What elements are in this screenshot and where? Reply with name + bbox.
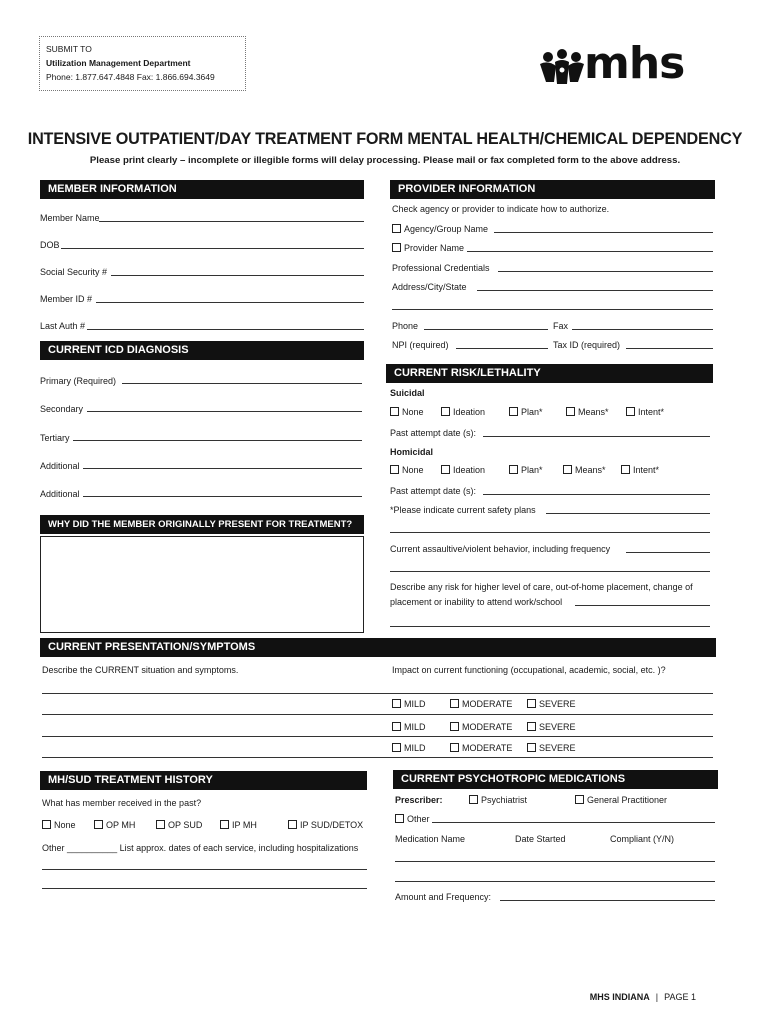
severe-label: SEVERE (539, 699, 576, 709)
option-label: IP SUD/DETOX (300, 820, 364, 830)
assaultive-field-2[interactable] (390, 571, 710, 572)
history-ip-sud[interactable] (288, 820, 363, 830)
option-label: Intent* (633, 465, 660, 475)
provider-info-header: PROVIDER INFORMATION (390, 180, 715, 199)
describe-risk-field[interactable] (575, 605, 710, 606)
fax-field[interactable] (572, 329, 713, 330)
suicidal-past-attempt-field[interactable] (483, 436, 710, 437)
form-subtitle: Please print clearly – incomplete or illegible forms will delay processing. Please mail or fax completed form to the above address. (89, 155, 681, 166)
footer-page: PAGE 1 (664, 992, 696, 1002)
provider-name-checkbox[interactable] (392, 243, 401, 252)
address-label: Address/City/State (392, 282, 467, 292)
option-label: None (402, 465, 424, 475)
suicidal-ideation[interactable] (441, 407, 485, 417)
situation-line-4[interactable] (42, 757, 713, 758)
option-label: Means* (575, 465, 606, 475)
moderate-checkbox[interactable] (450, 699, 459, 708)
severe-checkbox[interactable] (527, 699, 536, 708)
history-list-label: List approx. dates of each service, including hospitalizations (119, 843, 359, 853)
provider-name-label: Provider Name (404, 243, 465, 253)
history-other (42, 843, 358, 853)
ssn-field[interactable] (111, 275, 364, 276)
safety-plans-field-2[interactable] (390, 532, 710, 533)
footer-org: MHS INDIANA (589, 992, 650, 1002)
additional-field-2[interactable] (83, 496, 362, 497)
member-name-field[interactable] (99, 221, 364, 222)
col-medication-name: Medication Name (395, 834, 466, 844)
additional-label-2: Additional (40, 489, 80, 499)
homicidal-intent-checkbox[interactable] (621, 465, 630, 474)
dob-field[interactable] (61, 248, 364, 249)
credentials-field[interactable] (498, 271, 713, 272)
credentials-label: Professional Credentials (392, 263, 490, 273)
homicidal-plan-checkbox[interactable] (509, 465, 518, 474)
footer-separator: | (655, 992, 659, 1002)
why-textbox[interactable] (40, 536, 364, 633)
why-header: WHY DID THE MEMBER ORIGINALLY PRESENT FOR TREATMENT? (40, 515, 364, 534)
history-ip-mh-checkbox[interactable] (220, 820, 229, 829)
gp-checkbox[interactable] (575, 795, 584, 804)
tertiary-field[interactable] (73, 440, 362, 441)
history-ip-mh[interactable] (220, 820, 257, 830)
suicidal-label: Suicidal (390, 388, 425, 398)
safety-plans-label: *Please indicate current safety plans (390, 505, 536, 515)
history-ip-sud-checkbox[interactable] (288, 820, 297, 829)
describe-risk-label-1: Describe any risk for higher level of care, out-of-home placement, change of (390, 582, 693, 592)
homicidal-means[interactable] (563, 465, 606, 475)
secondary-label: Secondary (40, 404, 84, 414)
suicidal-past-attempt-label: Past attempt date (s): (390, 428, 477, 438)
severity-mild-3[interactable] (392, 743, 429, 753)
history-op-mh[interactable] (94, 820, 135, 830)
describe-situation-label: Describe the CURRENT situation and symptoms. (42, 665, 239, 675)
agency-label: Agency/Group Name (404, 224, 489, 234)
history-op-mh-checkbox[interactable] (94, 820, 103, 829)
severity-severe-3[interactable] (527, 743, 579, 753)
severity-moderate-3[interactable] (450, 743, 515, 753)
mild-label: MILD (404, 722, 426, 732)
submit-department: Utilization Management Department (46, 58, 191, 68)
prescriber-other[interactable] (395, 814, 430, 824)
severity-severe-2[interactable] (527, 722, 579, 732)
homicidal-ideation[interactable] (441, 465, 485, 475)
severity-moderate-1[interactable] (450, 699, 515, 709)
history-none[interactable] (42, 820, 76, 830)
tax-id-label: Tax ID (required) (553, 340, 621, 350)
mhs-logo-text: mhs (584, 38, 685, 89)
severe-label: SEVERE (539, 743, 576, 753)
homicidal-past-attempt-label: Past attempt date (s): (390, 486, 477, 496)
phone-label: Phone (392, 321, 419, 331)
col-date-started: Date Started (515, 834, 566, 844)
presentation-header: CURRENT PRESENTATION/SYMPTOMS (40, 638, 716, 657)
submit-contact: Phone: 1.877.647.4848 Fax: 1.866.694.3649 (46, 72, 215, 82)
med-line-2[interactable] (395, 881, 715, 882)
npi-label: NPI (required) (392, 340, 449, 350)
agency-field[interactable] (494, 232, 713, 233)
risk-header: CURRENT RISK/LETHALITY (386, 364, 713, 383)
assaultive-field[interactable] (626, 552, 710, 553)
homicidal-none[interactable] (390, 465, 424, 475)
suicidal-none-checkbox[interactable] (390, 407, 399, 416)
option-label: OP SUD (168, 820, 203, 830)
option-label: Ideation (453, 407, 486, 417)
submit-to-box (39, 36, 246, 91)
address-field[interactable] (477, 290, 713, 291)
suicidal-none[interactable] (390, 407, 424, 417)
severity-mild-2[interactable] (392, 722, 429, 732)
history-question: What has member received in the past? (42, 798, 202, 808)
prescriber-label: Prescriber: (395, 795, 443, 805)
history-header: MH/SUD TREATMENT HISTORY (40, 771, 367, 790)
option-label: None (54, 820, 76, 830)
mild-label: MILD (404, 699, 426, 709)
meds-header: CURRENT PSYCHOTROPIC MEDICATIONS (393, 770, 718, 789)
dob-label: DOB (40, 240, 60, 250)
prescriber-psychiatrist[interactable] (469, 795, 527, 805)
impact-label: Impact on current functioning (occupational, academic, social, etc. )? (392, 665, 666, 675)
severe-checkbox[interactable] (527, 743, 536, 752)
safety-plans-field[interactable] (546, 513, 710, 514)
other-label: Other (407, 814, 430, 824)
med-line-1[interactable] (395, 861, 715, 862)
member-id-label: Member ID # (40, 294, 93, 304)
suicidal-plan[interactable] (509, 407, 543, 417)
homicidal-plan[interactable] (509, 465, 543, 475)
homicidal-label: Homicidal (390, 447, 434, 457)
assaultive-label: Current assaultive/violent behavior, including frequency (390, 544, 611, 554)
moderate-checkbox[interactable] (450, 722, 459, 731)
additional-label-1: Additional (40, 461, 80, 471)
mild-checkbox[interactable] (392, 699, 401, 708)
option-label: Plan* (521, 465, 543, 475)
npi-field[interactable] (456, 348, 548, 349)
icd-header: CURRENT ICD DIAGNOSIS (40, 341, 364, 360)
form-title: INTENSIVE OUTPATIENT/DAY TREATMENT FORM MENTAL HEALTH/CHEMICAL DEPENDENCY (27, 130, 743, 148)
severity-mild-1[interactable] (392, 699, 429, 709)
homicidal-past-attempt-field[interactable] (483, 494, 710, 495)
primary-label: Primary (Required) (40, 376, 117, 386)
prescriber-gp[interactable] (575, 795, 667, 805)
suicidal-plan-checkbox[interactable] (509, 407, 518, 416)
suicidal-intent[interactable] (626, 407, 664, 417)
history-other-blank[interactable]: __________ (67, 843, 118, 853)
severe-label: SEVERE (539, 722, 576, 732)
mild-label: MILD (404, 743, 426, 753)
address-field-2[interactable] (392, 309, 713, 310)
moderate-label: MODERATE (462, 722, 513, 732)
fax-label: Fax (553, 321, 569, 331)
mild-checkbox[interactable] (392, 722, 401, 731)
option-label: Means* (578, 407, 609, 417)
ssn-label: Social Security # (40, 267, 108, 277)
situation-line-2[interactable] (42, 714, 713, 715)
suicidal-means[interactable] (566, 407, 609, 417)
moderate-label: MODERATE (462, 699, 513, 709)
situation-line-3[interactable] (42, 736, 713, 737)
homicidal-intent[interactable] (621, 465, 659, 475)
secondary-field[interactable] (87, 411, 362, 412)
phone-field[interactable] (424, 329, 548, 330)
provider-instruction: Check agency or provider to indicate how to authorize. (392, 204, 610, 214)
agency-option[interactable] (392, 224, 488, 234)
homicidal-ideation-checkbox[interactable] (441, 465, 450, 474)
submit-to-label: SUBMIT TO (46, 44, 92, 54)
tax-id-field[interactable] (626, 348, 713, 349)
history-line-1[interactable] (42, 869, 367, 870)
suicidal-means-checkbox[interactable] (566, 407, 575, 416)
suicidal-ideation-checkbox[interactable] (441, 407, 450, 416)
describe-risk-label-2: placement or inability to attend work/school (390, 597, 563, 607)
page-footer (590, 992, 696, 1002)
psychiatrist-checkbox[interactable] (469, 795, 478, 804)
prescriber-other-field[interactable] (432, 822, 715, 823)
history-line-2[interactable] (42, 888, 367, 889)
moderate-checkbox[interactable] (450, 743, 459, 752)
people-group-icon (538, 48, 586, 88)
severity-moderate-2[interactable] (450, 722, 515, 732)
member-info-header: MEMBER INFORMATION (40, 180, 364, 199)
suicidal-intent-checkbox[interactable] (626, 407, 635, 416)
amount-frequency-field[interactable] (500, 900, 715, 901)
history-other-label: Other (42, 843, 65, 853)
member-id-field[interactable] (96, 302, 364, 303)
describe-risk-field-2[interactable] (390, 626, 710, 627)
mild-checkbox[interactable] (392, 743, 401, 752)
member-name-label: Member Name (40, 213, 100, 223)
provider-name-option[interactable] (392, 243, 464, 253)
history-op-sud[interactable] (156, 820, 202, 830)
option-label: None (402, 407, 424, 417)
tertiary-label: Tertiary (40, 433, 70, 443)
severity-severe-1[interactable] (527, 699, 579, 709)
severe-checkbox[interactable] (527, 722, 536, 731)
moderate-label: MODERATE (462, 743, 513, 753)
option-label: IP MH (232, 820, 257, 830)
mhs-logo (538, 38, 708, 94)
other-checkbox[interactable] (395, 814, 404, 823)
last-auth-field[interactable] (87, 329, 364, 330)
history-op-sud-checkbox[interactable] (156, 820, 165, 829)
homicidal-means-checkbox[interactable] (563, 465, 572, 474)
homicidal-none-checkbox[interactable] (390, 465, 399, 474)
last-auth-label: Last Auth # (40, 321, 86, 331)
additional-field-1[interactable] (83, 468, 362, 469)
option-label: OP MH (106, 820, 136, 830)
gp-label: General Practitioner (587, 795, 668, 805)
history-none-checkbox[interactable] (42, 820, 51, 829)
primary-field[interactable] (122, 383, 362, 384)
option-label: Ideation (453, 465, 486, 475)
option-label: Plan* (521, 407, 543, 417)
provider-name-field[interactable] (467, 251, 713, 252)
col-compliant: Compliant (Y/N) (610, 834, 675, 844)
amount-frequency-label: Amount and Frequency: (395, 892, 492, 902)
psychiatrist-label: Psychiatrist (481, 795, 528, 805)
situation-line-1[interactable] (42, 693, 713, 694)
option-label: Intent* (638, 407, 665, 417)
agency-checkbox[interactable] (392, 224, 401, 233)
